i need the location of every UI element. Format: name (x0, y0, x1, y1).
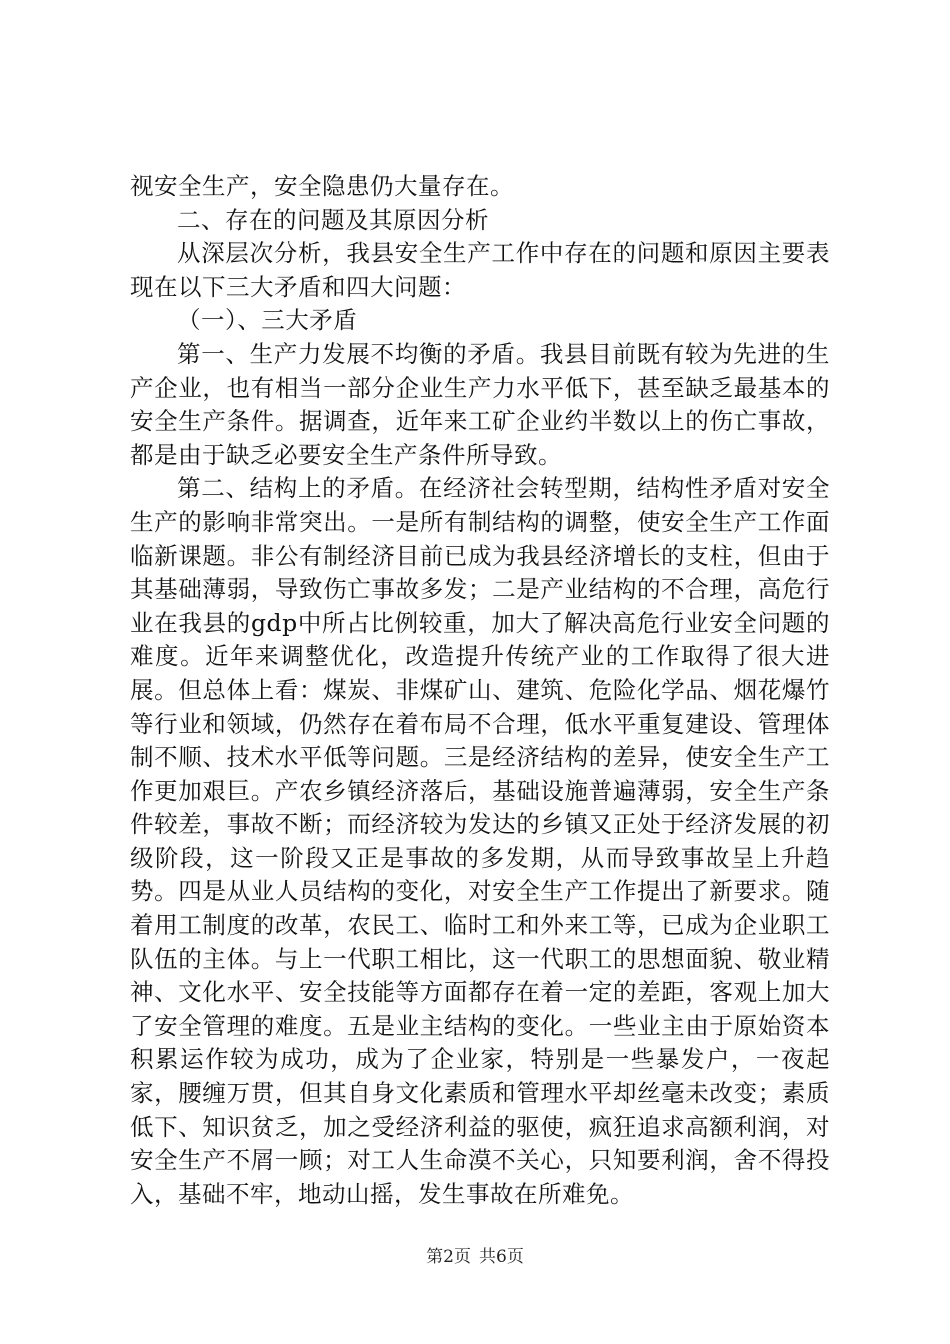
subsection-heading: （一）、三大矛盾 (177, 306, 358, 335)
page-footer (0, 1246, 950, 1268)
paragraph-first-contradiction: 第一、生产力发展不均衡的矛盾。我县目前既有较为先进的生产企业，也有相当一部分企业生产力水平低下，甚至缺乏最基本的安全生产条件。据调查，近年来工矿企业约半数以上的伤亡事故，都是由于缺乏必要安全生产条件所导致。 (130, 339, 830, 469)
document-body (130, 170, 830, 1211)
paragraph-continuation: 视安全生产，安全隐患仍大量存在。 (130, 172, 514, 200)
page-total: 共6页 (479, 1247, 524, 1267)
page-number: 第2页 (426, 1247, 471, 1267)
section-heading: 二、存在的问题及其原因分析 (177, 205, 489, 234)
paragraph-intro: 从深层次分析，我县安全生产工作中存在的问题和原因主要表现在以下三大矛盾和四大问题： (130, 239, 830, 301)
paragraph-second-contradiction: 第二、结构上的矛盾。在经济社会转型期，结构性矛盾对安全生产的影响非常突出。一是所有制结构的调整，使安全生产工作面临新课题。非公有制经济目前已成为我县经济增长的支柱，但由于其基础薄弱，导致伤亡事故多发；二是产业结构的不合理，高危行业在我县的gdp中所占比例较重，加大了解决高危行业安全问题的难度。近年来调整优化，改造提升传统产业的工作取得了很大进展。但总体上看：煤炭、非煤矿山、建筑、危险化学品、烟花爆竹等行业和领域，仍然存在着布局不合理，低水平重复建设、管理体制不顺、技术水平低等问题。三是经济结构的差异，使安全生产工作更加艰巨。产农乡镇经济落后，基础设施普遍薄弱，安全生产条件较差，事故不断；而经济较为发达的乡镇又正处于经济发展的初级阶段，这一阶段又正是事故的多发期，从而导致事故呈上升趋势。四是从业人员结构的变化，对安全生产工作提出了新要求。随着用工制度的改革，农民工、临时工和外来工等，已成为企业职工队伍的主体。与上一代职工相比，这一代职工的思想面貌、敬业精神、文化水平、安全技能等方面都存在着一定的差距，客观上加大了安全管理的难度。五是业主结构的变化。一些业主由于原始资本积累运作较为成功，成为了企业家，特别是一些暴发户，一夜起家，腰缠万贯，但其自身文化素质和管理水平却丝毫未改变；素质低下、知识贫乏，加之受经济利益的驱使，疯狂追求高额利润，对安全生产不屑一顾；对工人生命漠不关心，只知要利润，舍不得投入，基础不牢，地动山摇，发生事故在所难免。 (130, 474, 830, 1208)
